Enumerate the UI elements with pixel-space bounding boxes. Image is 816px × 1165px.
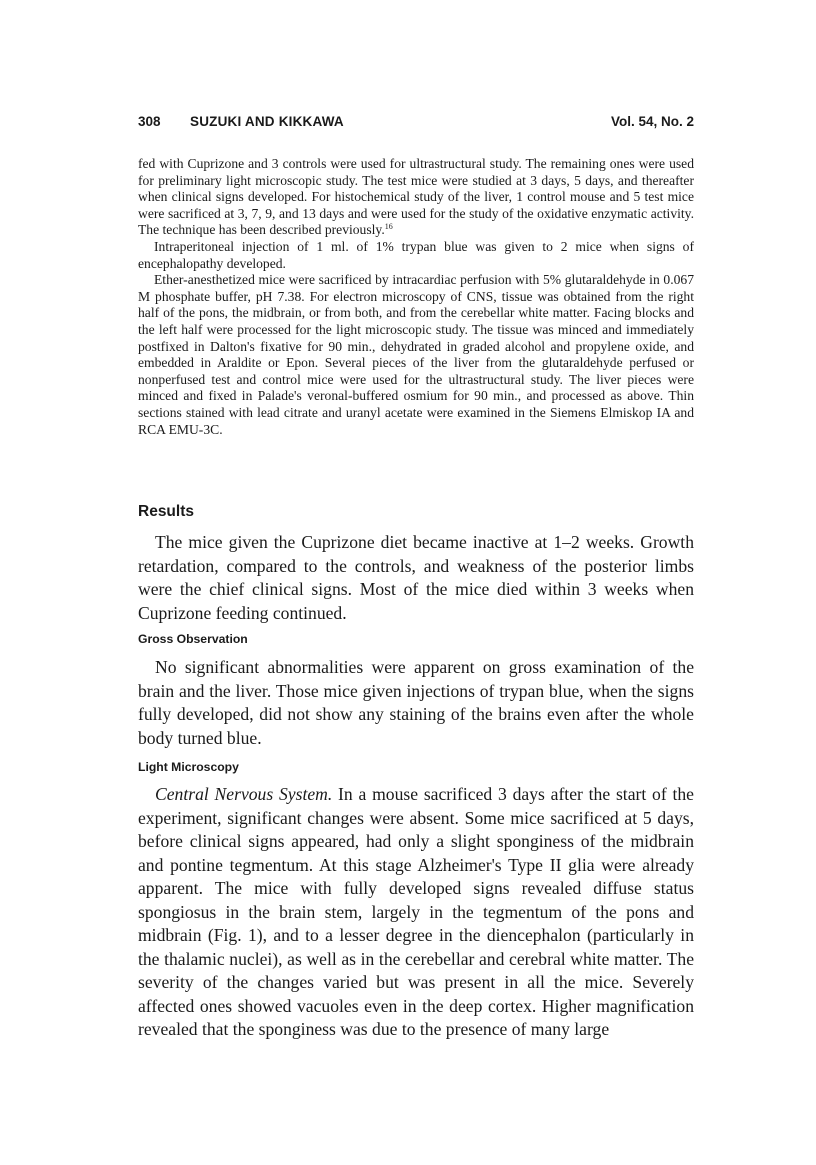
gross-observation-paragraph: No significant abnormalities were apparent on gross examination of the brain and the liver. Those mice given injections of trypan blue, when the signs fully developed, did not show any staining of the brains even after the whole body turned blue. bbox=[138, 657, 694, 748]
methods-paragraph-1-text: fed with Cuprizone and 3 controls were used for ultrastructural study. The remaining ones were used for preliminary light microscopic study. The test mice were studied at 3 days, 5 days, and thereafter when clinical signs developed. For histochemical study of the liver, 1 control mouse and 5 test mice were sacrificed at 3, 7, 9, and 13 days and were used for the study of the oxidative enzymatic activity. The technique has been described previously. bbox=[138, 156, 694, 238]
light-microscopy-text: In a mouse sacrificed 3 days after the start of the experiment, significant changes were absent. Some mice sacrificed at 5 days, before clinical signs appeared, had only a slight sponginess of the midbrain and pontine tegmentum. At this stage Alzheimer's Type II glia were already apparent. The mice with fully developed signs revealed diffuse status spongiosus in the brain stem, largely in the tegmentum of the pons and midbrain (Fig. 1), and to a lesser degree in the diencephalon (particularly in the thalamic nuclei), as well as in the cerebellar and cerebral white matter. The severity of the changes varied but was present in all the mice. Severely affected ones showed vacuoles even in the deep cortex. Higher magnification revealed that the sponginess was due to the presence of many large bbox=[138, 784, 694, 1039]
running-head-authors: SUZUKI AND KIKKAWA bbox=[190, 114, 344, 129]
results-heading: Results bbox=[138, 503, 194, 520]
page-number: 308 bbox=[138, 114, 161, 129]
running-head bbox=[138, 114, 694, 134]
methods-paragraph-2: Intraperitoneal injection of 1 ml. of 1% trypan blue was given to 2 mice when signs of encephalopathy developed. bbox=[138, 238, 694, 271]
methods-paragraph-1 bbox=[138, 156, 694, 239]
cns-subheading: Central Nervous System. bbox=[155, 784, 333, 804]
light-microscopy-heading: Light Microscopy bbox=[138, 760, 239, 774]
light-microscopy-paragraph bbox=[138, 783, 694, 1042]
gross-observation-heading: Gross Observation bbox=[138, 632, 248, 646]
journal-volume: Vol. 54, No. 2 bbox=[610, 114, 694, 129]
methods-section bbox=[138, 156, 694, 438]
methods-paragraph-3: Ether-anesthetized mice were sacrificed by intracardiac perfusion with 5% glutaraldehyde in 0.067 M phosphate buffer, pH 7.38. For electron microscopy of CNS, tissue was obtained from the right half of the pons, the midbrain, or from both, and from the cerebellar white matter. Facing blocks and the left half were processed for the light microscopic study. The tissue was minced and immediately postfixed in Dalton's fixative for 90 min., dehydrated in graded alcohol and propylene oxide, and embedded in Araldite or Epon. Several pieces of the liver from the glutaraldehyde perfused or nonperfused test and control mice were used for the ultrastructural study. The liver pieces were minced and fixed in Palade's veronal-buffered osmium for 90 min., and processed as above. Thin sections stained with lead citrate and uranyl acetate were examined in the Siemens Elmiskop IA and RCA EMU-3C. bbox=[138, 272, 694, 437]
results-paragraph: The mice given the Cuprizone diet became inactive at 1–2 weeks. Growth retardation, compared to the controls, and weakness of the posterior limbs were the chief clinical signs. Most of the mice died within 3 weeks when Cuprizone feeding continued. bbox=[138, 532, 694, 623]
reference-16: 16 bbox=[384, 222, 393, 232]
